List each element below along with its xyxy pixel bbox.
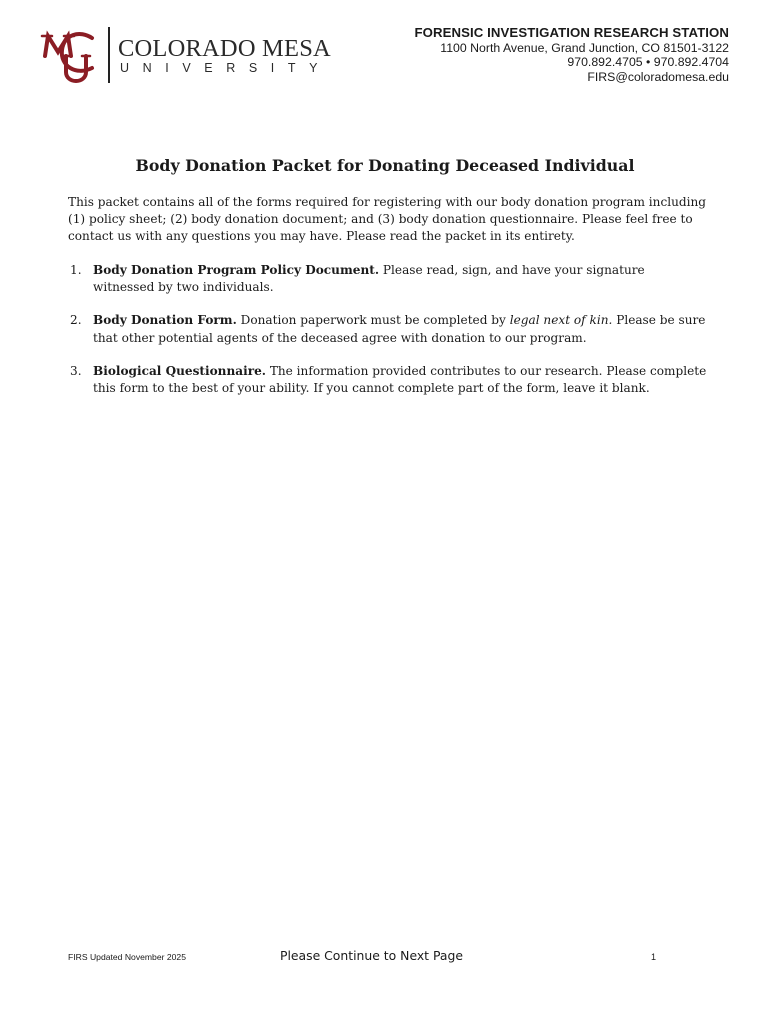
org-address: 1100 North Avenue, Grand Junction, CO 81501-3122 (440, 40, 729, 55)
list-heading: Biological Questionnaire. (93, 363, 266, 378)
list-text: The information provided contributes to our research. Please complete this form to the best of your ability. If you cannot complete part of the form, leave it blank. (93, 363, 707, 396)
list-number: 3. (70, 363, 82, 378)
logo-subtitle: UNIVERSITY (120, 61, 332, 75)
list-text: Donation paperwork must be completed by (240, 313, 506, 328)
logo-name: COLORADO MESA (118, 35, 331, 62)
org-contact-block (414, 26, 729, 84)
forms-list (68, 262, 708, 413)
list-heading: Body Donation Program Policy Document. (93, 263, 380, 277)
list-heading: Body Donation Form. (93, 313, 237, 328)
logo-divider (108, 27, 110, 83)
org-email: FIRS@coloradomesa.edu (587, 69, 729, 84)
list-item (68, 312, 708, 346)
list-text-after: Please be sure that other potential agents of the deceased agree with donation to our program. (93, 313, 706, 345)
list-number: 2. (70, 313, 82, 328)
cmu-logo-icon (40, 26, 106, 88)
intro-paragraph: This packet contains all of the forms required for registering with our body donation program including (1) policy sheet; (2) body donation document; and (3) body donation questionnaire. Please feel free to contact us with any questions you may have. Please read the packet in its entirety. (68, 195, 707, 244)
list-number: 1. (70, 263, 82, 277)
footer-updated: FIRS Updated November 2025 (68, 952, 186, 962)
org-title: FORENSIC INVESTIGATION RESEARCH STATION (414, 25, 729, 40)
document-title: Body Donation Packet for Donating Deceased Individual (135, 156, 635, 175)
list-item (68, 363, 708, 397)
page-number: 1 (651, 952, 657, 962)
list-emphasis: legal next of kin. (509, 313, 613, 328)
list-text: Please read, sign, and have your signature witnessed by two individuals. (93, 263, 645, 295)
footer-continue: Please Continue to Next Page (280, 948, 463, 963)
org-phones: 970.892.4705 • 970.892.4704 (567, 55, 729, 69)
list-item (68, 262, 708, 296)
